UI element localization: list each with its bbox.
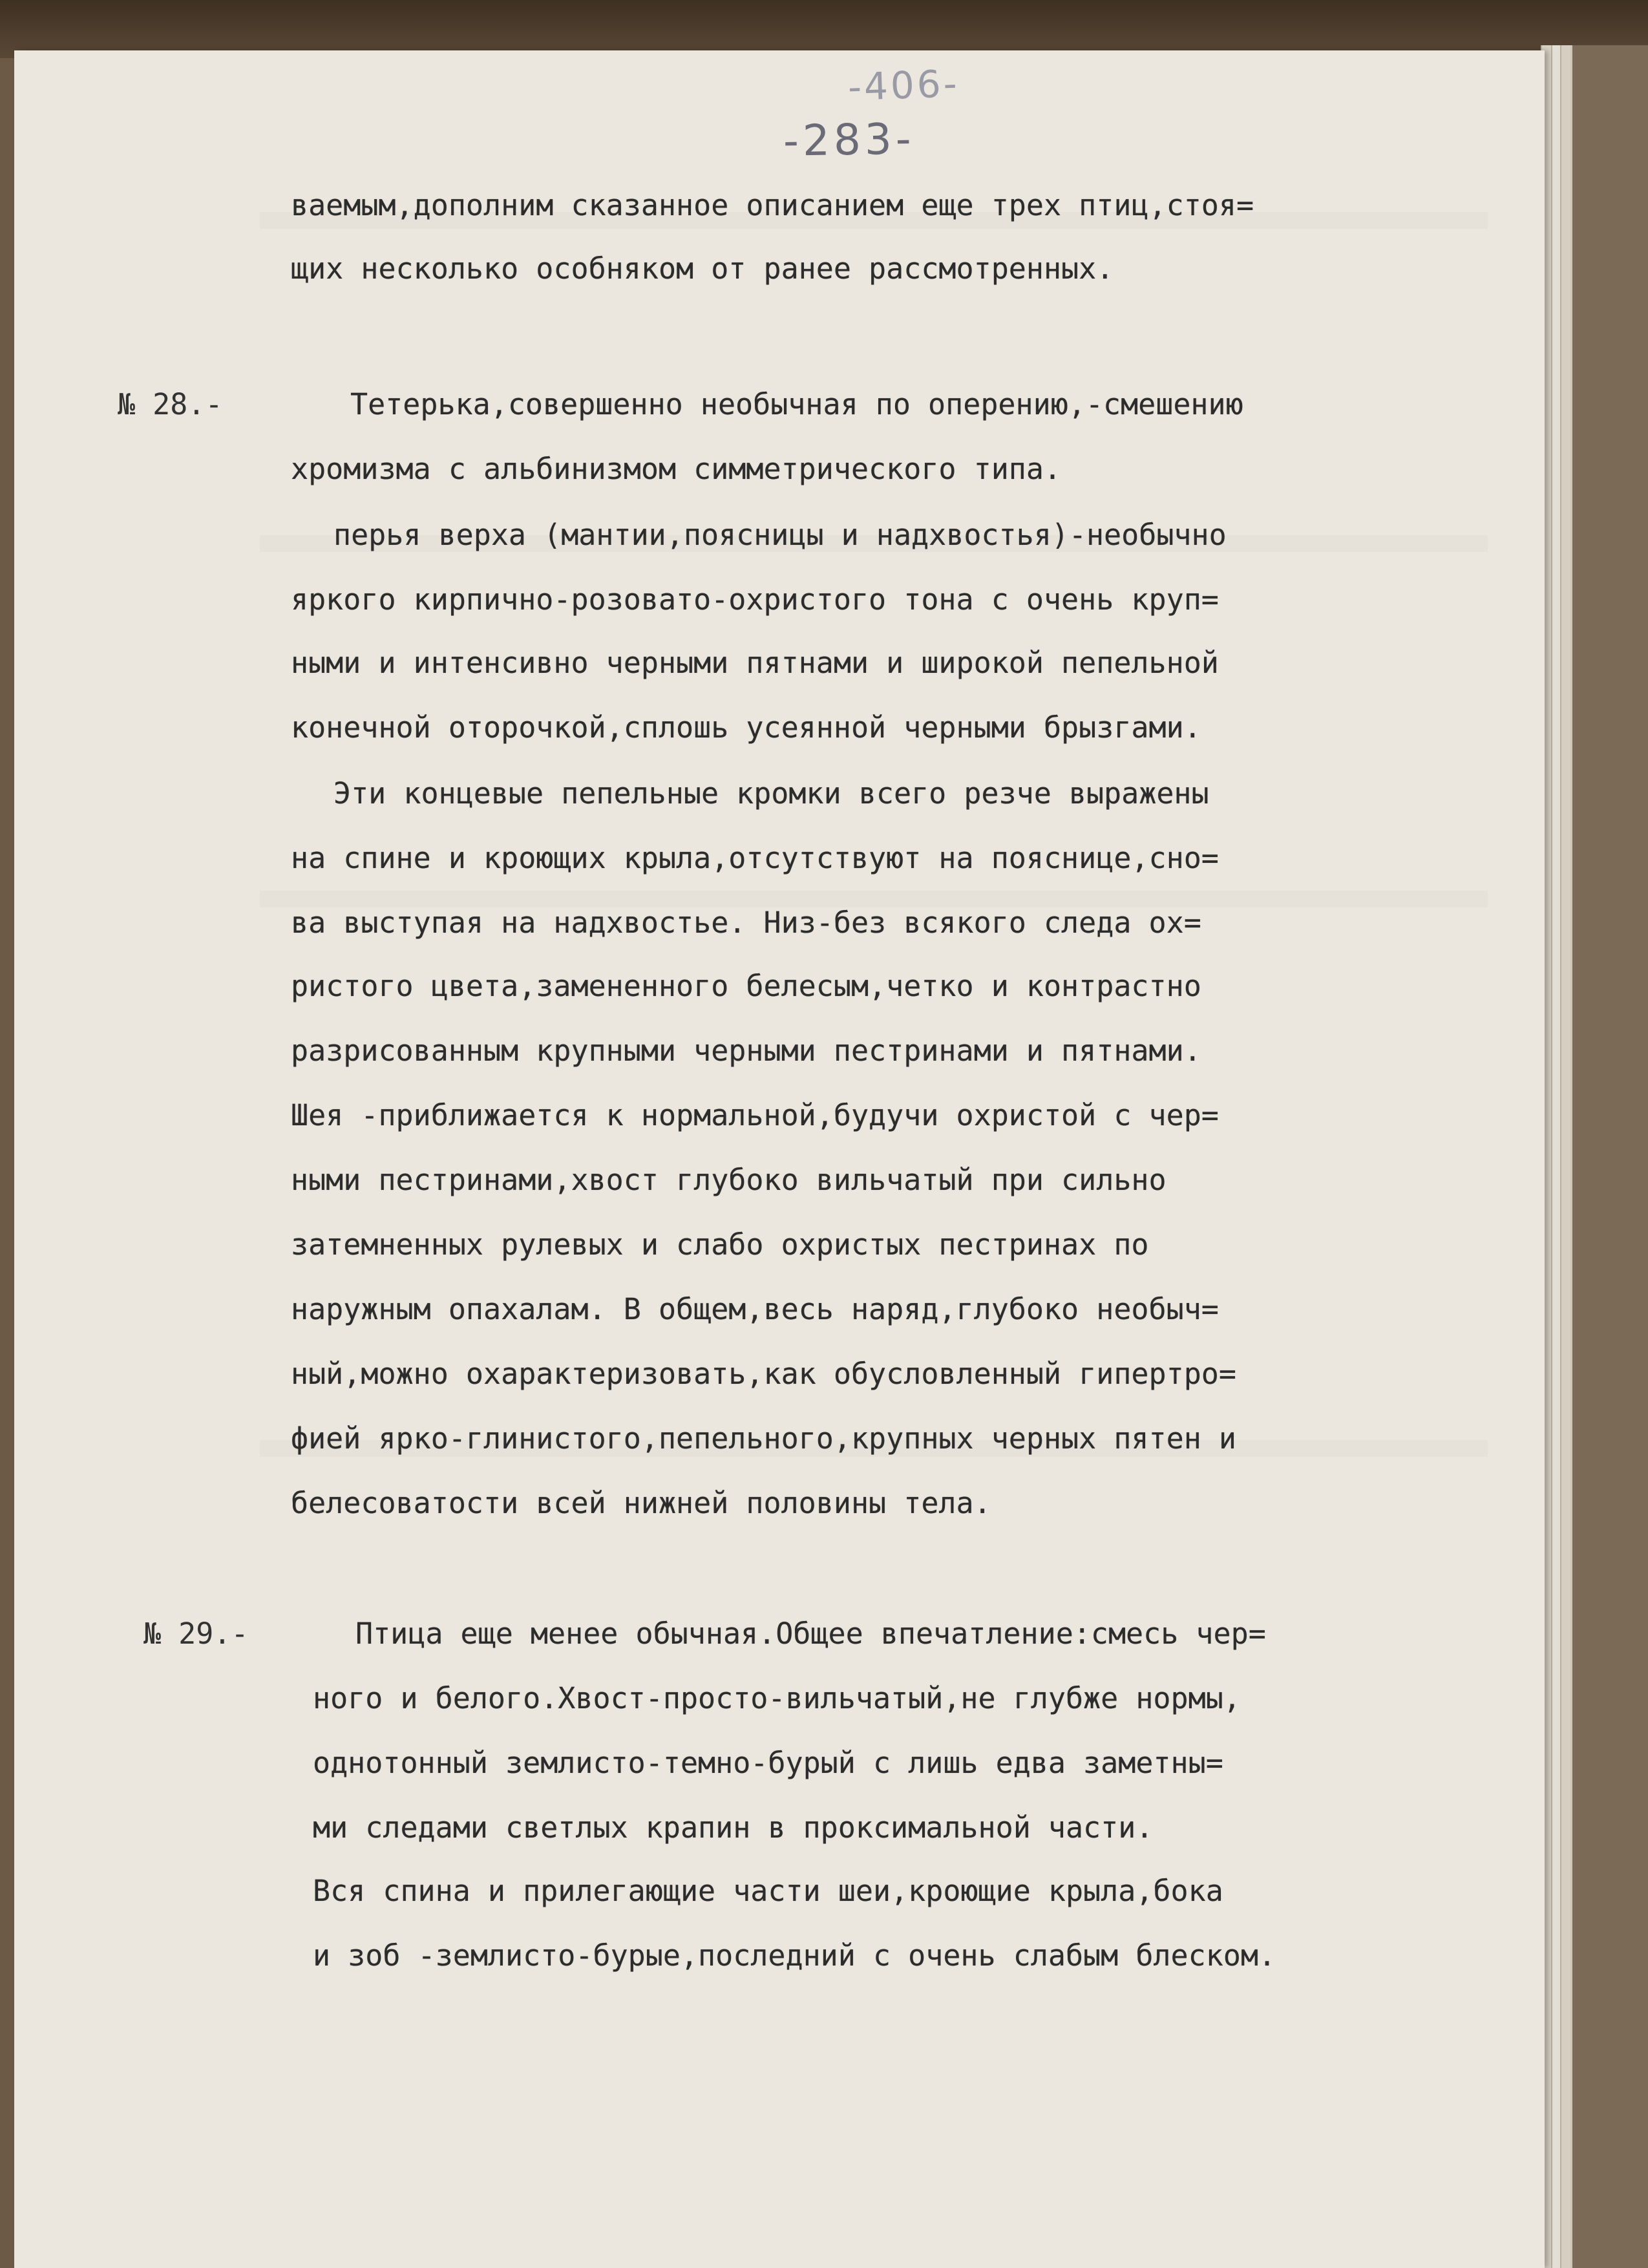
text-line: однотонный землисто-темно-бурый с лишь едва заметны= xyxy=(313,1746,1223,1780)
text-line: ваемым,дополним сказанное описанием еще трех птиц,стоя= xyxy=(291,188,1254,222)
text-line: и зоб -землисто-бурые,последний с очень слабым блеском. xyxy=(313,1938,1276,1973)
text-line: конечной оторочкой,сплошь усеянной черными брызгами. xyxy=(291,710,1201,745)
page-number: -283- xyxy=(783,114,916,166)
text-line: Вся спина и прилегающие части шеи,кроющие крыла,бока xyxy=(313,1874,1223,1908)
text-line: щих несколько особняком от ранее рассмотренных. xyxy=(291,251,1114,286)
text-line: ва выступая на надхвостье. Низ-без всякого следа ох= xyxy=(291,906,1201,940)
text-line: ристого цвета,замененного белесым,четко и контрастно xyxy=(291,969,1201,1003)
text-line: Птица еще менее обычная.Общее впечатление:смесь чер= xyxy=(355,1616,1266,1651)
text-line: ными пестринами,хвост глубоко вильчатый при сильно xyxy=(291,1163,1167,1197)
scan-background xyxy=(0,0,1648,58)
text-line: затемненных рулевых и слабо охристых пестринах по xyxy=(291,1227,1149,1262)
text-line: ный,можно охарактеризовать,как обусловленный гипертро= xyxy=(291,1357,1236,1391)
text-line: Эти концевые пепельные кромки всего резче выражены xyxy=(333,776,1209,811)
text-line: разрисованным крупными черными пестринами и пятнами. xyxy=(291,1033,1201,1068)
entry-number-28: № 28.- xyxy=(118,387,223,421)
text-line: хромизма с альбинизмом симметрического типа. xyxy=(291,452,1062,486)
text-line: ного и белого.Хвост-просто-вильчатый,не глубже нормы, xyxy=(313,1681,1241,1715)
document-page xyxy=(14,50,1545,2268)
text-line: Шея -приближается к нормальной,будучи охристой с чер= xyxy=(291,1098,1219,1132)
text-line: наружным опахалам. В общем,весь наряд,глубоко необыч= xyxy=(291,1292,1219,1326)
text-line: на спине и кроющих крыла,отсутствуют на пояснице,сно= xyxy=(291,841,1219,875)
text-line: Тетерька,совершенно необычная по оперению,-смешению xyxy=(350,387,1243,421)
entry-number-29: № 29.- xyxy=(143,1616,249,1651)
text-line: белесоватости всей нижней половины тела. xyxy=(291,1486,991,1520)
page-stack-edge xyxy=(1570,45,1648,2268)
text-line: фией ярко-глинистого,пепельного,крупных черных пятен и xyxy=(291,1421,1236,1456)
text-line: перья верха (мантии,поясницы и надхвостья)-необычно xyxy=(333,518,1227,552)
text-line: яркого кирпично-розовато-охристого тона с очень круп= xyxy=(291,582,1219,617)
text-line: ными и интенсивно черными пятнами и широкой пепельной xyxy=(291,646,1219,680)
text-line: ми следами светлых крапин в проксимальной части. xyxy=(313,1810,1154,1845)
archive-page-number: -406- xyxy=(847,61,960,109)
